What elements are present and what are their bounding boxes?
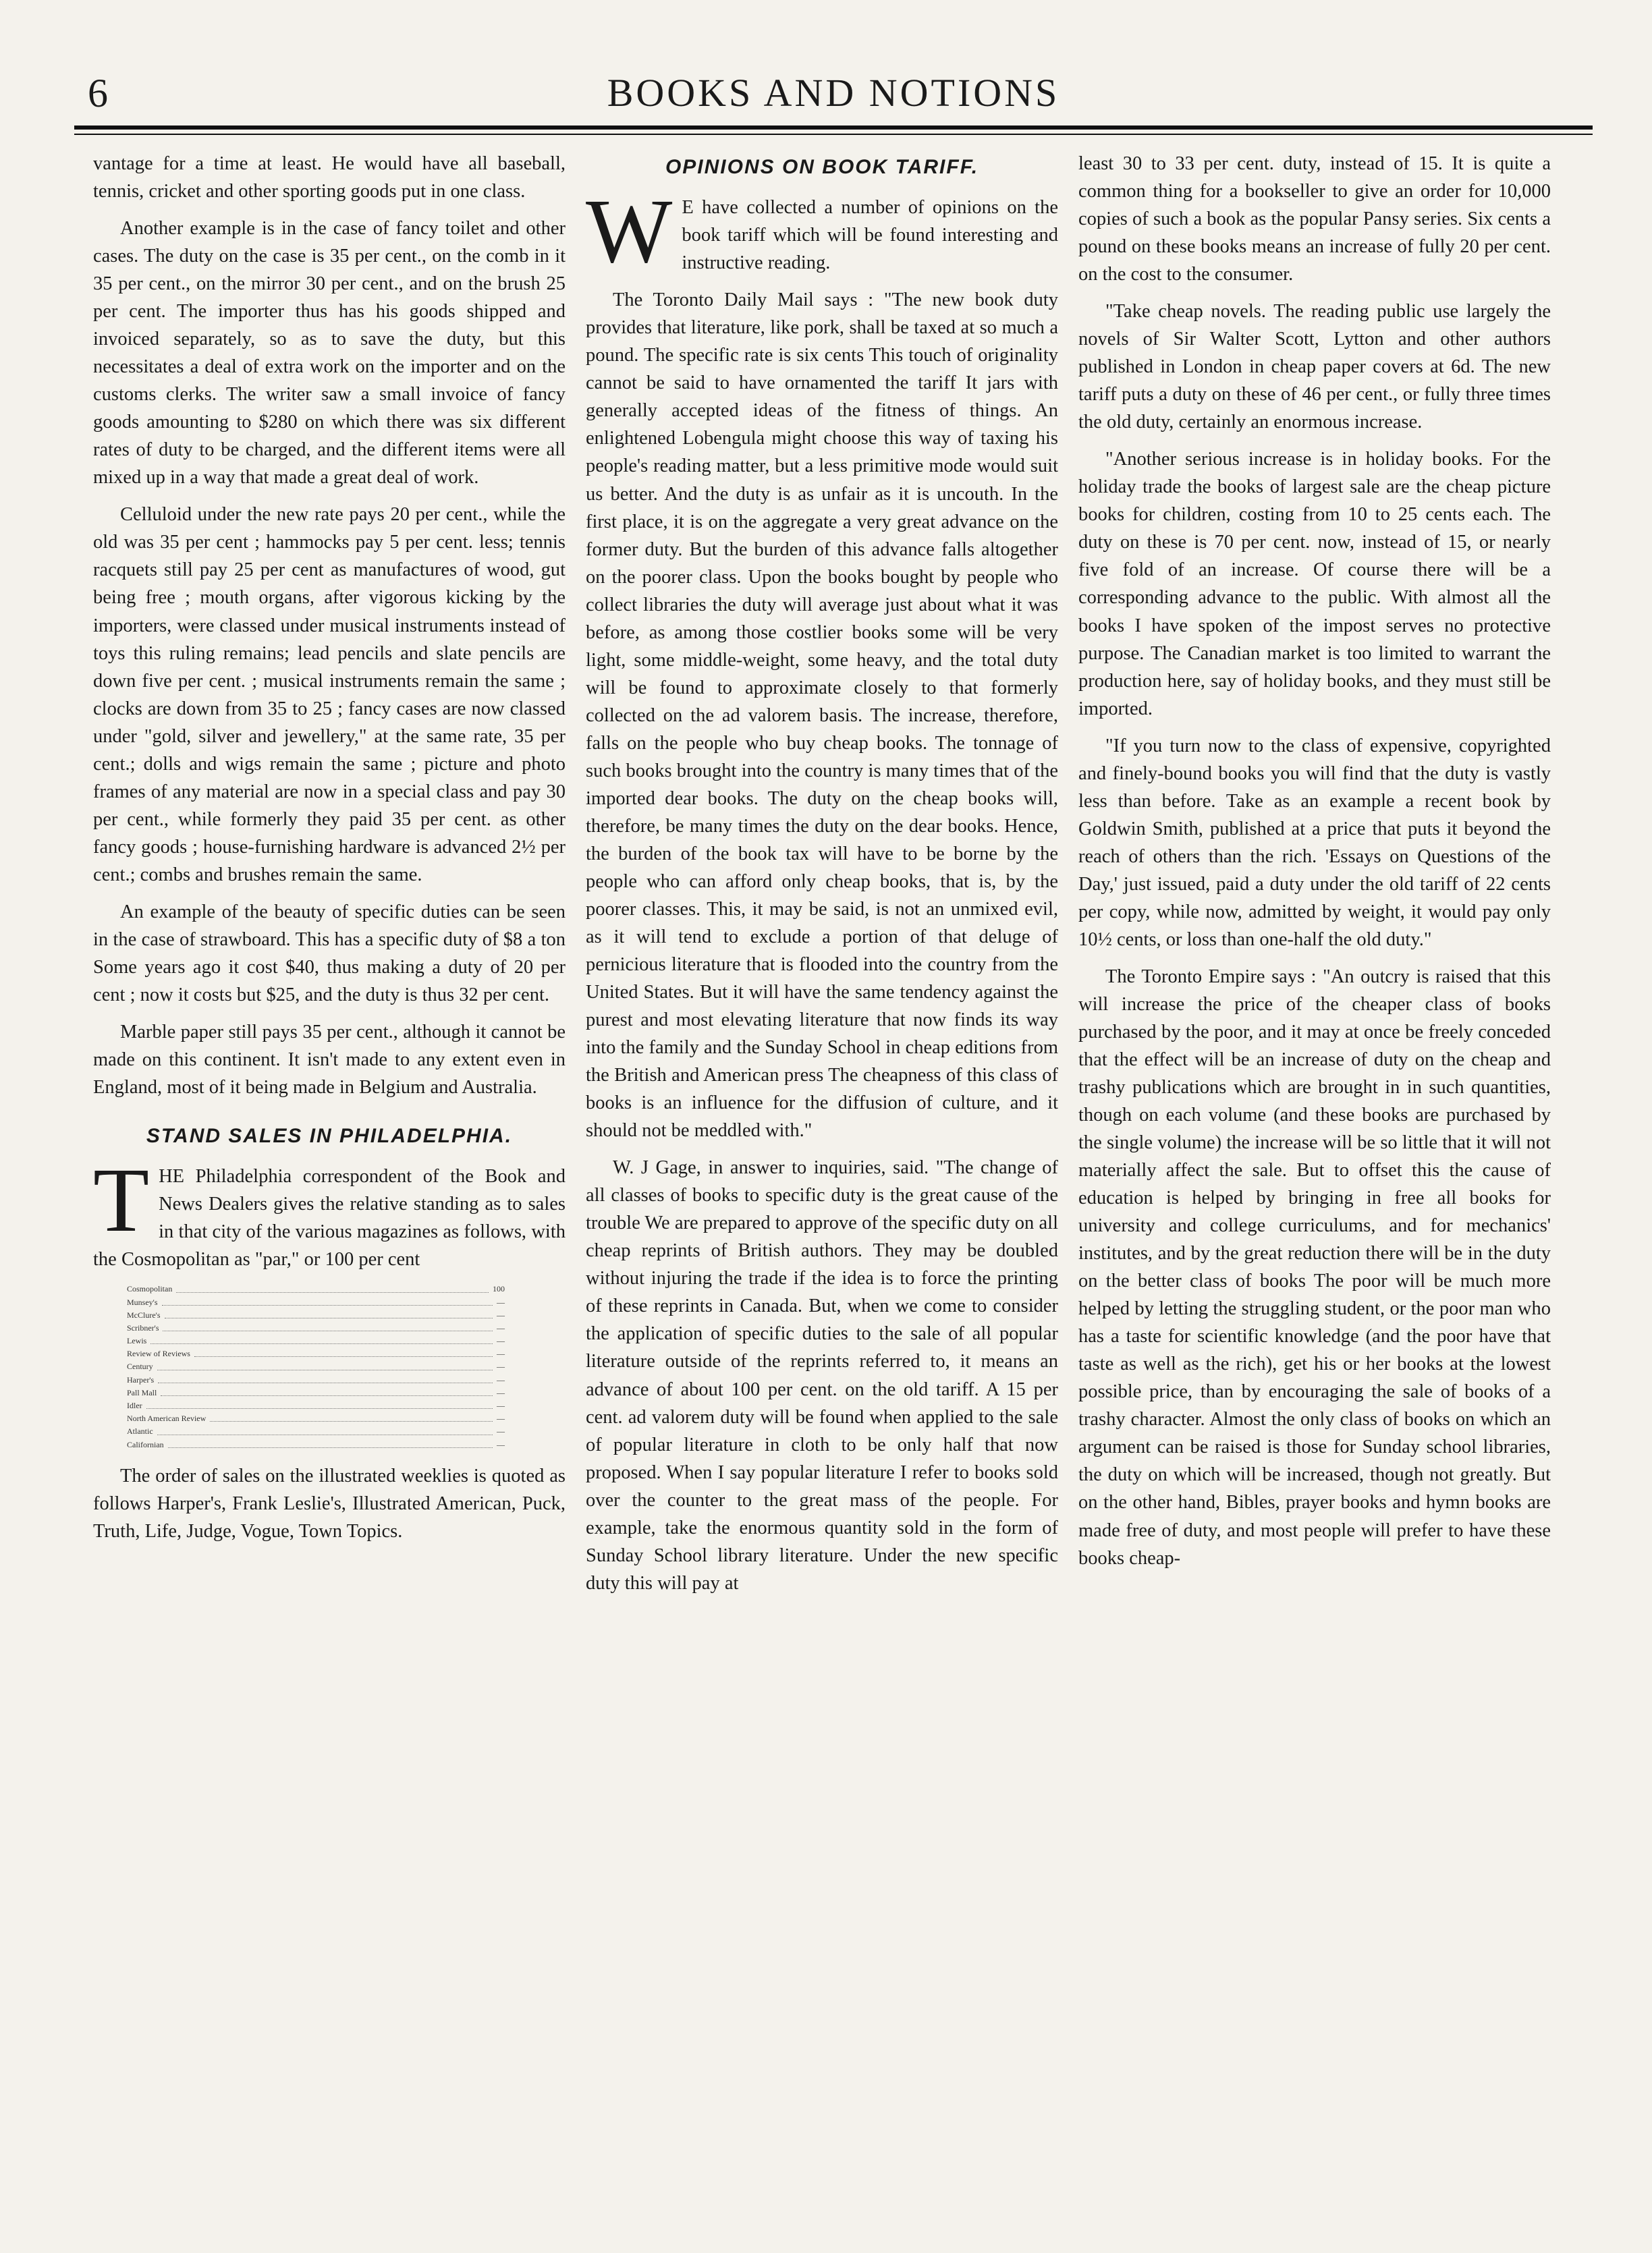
paragraph: The order of sales on the illustrated weeklies is quoted as follows Harper's, Frank Leslie's, Illustrated American, Puck, Truth, Life, Judge, Vogue, Town Topics. <box>93 1465 566 1542</box>
magazine-row <box>127 1360 505 1373</box>
column-2 <box>586 150 1058 1607</box>
magazine-name: Munsey's <box>127 1297 158 1307</box>
magazine-name: Atlantic <box>127 1426 153 1437</box>
magazine-name: Harper's <box>127 1374 155 1385</box>
paragraph: W. J Gage, in answer to inquiries, said. "The change of all classes of books to specific duty is the great cause of the trouble We are prepared to approve of the specific duty on all cheap reprints of British authors. They may be doubled without injuring the trade if the idea is to force the printing of these reprints in Canada. But, when we come to consider the application of specific duties to the sale of all popular literature outside of the reprints referred to, it means an advance of about 100 per cent. on the old tariff. A 15 per cent. ad valorem duty will be found when applied to the sale of popular literature in cloth to be only half that now proposed. When I say popular literature I refer to books sold over the counter to the great mass of the people. For example, take the enormous quantity sold in the form of Sunday School library literature. Under the new specific duty this will pay at <box>586 1157 1058 1594</box>
magazine-value: — <box>497 1426 505 1437</box>
section-heading-book-tariff: OPINIONS ON BOOK TARIFF. <box>665 156 979 178</box>
magazine-value: — <box>497 1374 505 1385</box>
magazine-row <box>127 1374 505 1387</box>
paragraph: Another example is in the case of fancy toilet and other cases. The duty on the case is 35 per cent., on the comb in it 35 per cent., on the mirror 30 per cent., and on the brush 25 per cent. The importer thus has his goods shipped and invoiced separately, so as to save the duty, but this necessitates a deal of extra work on the importer and on the customs clerks. The writer saw a small invoice of fancy goods amounting to $280 on which there was six different rates of duty to be charged, and the different items were all mixed up in a way that made a great deal of work. <box>93 218 566 489</box>
magazine-value: — <box>497 1414 505 1424</box>
magazine-row <box>127 1309 505 1322</box>
leader-dots <box>162 1296 493 1306</box>
lead-text: have collected a number of opinions on the book tariff which will be found interesting and instructive reading. <box>682 197 1058 274</box>
paragraph: Marble paper still pays 35 per cent., although it cannot be made on this continent. It isn't made to any extent even in England, most of it being made in Belgium and Australia. <box>93 1021 566 1098</box>
paragraph: "Another serious increase is in holiday books. For the holiday trade the books of largest sale are the cheap picture books for children, costing from 10 to 25 cents each. The duty on these is 70 per cent. now, instead of 15, or nearly five fold of an increase. Of course there will be a corresponding advance to the public. With almost all the books I have spoken of the impost serves no protective purpose. The Canadian market is too limited to warrant the production here, say of holiday books, and they must still be imported. <box>1078 449 1551 719</box>
magazine-value: — <box>497 1387 505 1397</box>
lead-text: Philadelphia correspondent of the Book and News Dealers gives the relative standing as to sales in that city of the various magazines as follows, with the Cosmopolitan as "par," or 100 per cent <box>93 1166 566 1271</box>
magazine-value: — <box>497 1362 505 1372</box>
page-title: BOOKS AND NOTIONS <box>607 71 1060 115</box>
leader-dots <box>146 1399 493 1409</box>
paragraph-lead <box>93 1150 566 1273</box>
magazine-value: — <box>497 1349 505 1359</box>
magazine-row <box>127 1322 505 1335</box>
drop-cap: W <box>586 181 673 283</box>
header-rule-thin <box>74 134 1593 135</box>
leader-dots <box>158 1374 493 1383</box>
magazine-name: Scribner's <box>127 1323 159 1333</box>
magazine-name: Review of Reviews <box>127 1349 190 1359</box>
paragraph: least 30 to 33 per cent. duty, instead of 15. It is quite a common thing for a bookseller to give an order for 10,000 copies of such a book as the popular Pansy series. Six cents a pound on these books means an increase of fully 20 per cent. on the cost to the consumer. <box>1078 153 1551 285</box>
magazine-value: — <box>497 1439 505 1449</box>
magazine-name: Cosmopolitan <box>127 1284 173 1294</box>
column-3 <box>1078 150 1551 1582</box>
magazine-name: Californian <box>127 1439 164 1449</box>
magazine-value: — <box>497 1401 505 1411</box>
magazine-value: — <box>497 1323 505 1333</box>
drop-cap: T <box>93 1150 150 1252</box>
page-header <box>74 65 1593 119</box>
leader-dots <box>157 1360 493 1370</box>
magazine-name: Century <box>127 1362 153 1372</box>
paragraph: The Toronto Daily Mail says : "The new book duty provides that literature, like pork, shall be taxed at so much a pound. The specific rate is six cents This touch of originality cannot be said to have ornamented the tariff It jars with generally accepted ideas of the fitness of things. An enlightened Lobengula might choose this way of taxing his people's reading matter, but a less primitive mode would suit us better. And the duty is as unfair as it is uncouth. In the first place, it is on the aggregate a very great advance on the former duty. But the burden of this advance falls altogether on the poorer class. Upon the books bought by people who collect libraries the duty will average just about what it was before, as among those costlier books some will be very light, some middle-weight, some heavy, and the total duty will be found to approximate closely to that formerly collected on the ad valorem basis. The increase, therefore, falls on the people who buy cheap books. The tonnage of such books brought into the country is many times that of the imported dear books. The duty on the cheap books will, therefore, be many times the duty on the dear books. Hence, the burden of the book tax will have to be borne by the people who can afford only cheap books, that is, by the poorer classes. This, it may be said, is not an unmixed evil, as it will tend to exclude a portion of that deluge of pernicious literature that is flooded into the country from the United States. But it will have the same tendency against the purest and most elevating literature that now finds its way into the family and the Sunday School in cheap editions from the British and American press The cheapness of this class of books is an influence for the diffusion of culture, and it should not be meddled with." <box>586 289 1058 1142</box>
paragraph: "If you turn now to the class of expensive, copyrighted and finely-bound books you will find that the duty is vastly less than before. Take as an example a recent book by Goldwin Smith, published at a price that puts it beyond the reach of others than the rich. 'Essays on Questions of the Day,' just issued, paid a duty under the old tariff of 22 cents per copy, while now, admitted by weight, it would pay only 10½ cents, or loss than one-half the old duty." <box>1078 735 1551 950</box>
leader-dots <box>157 1425 493 1435</box>
leader-dots <box>161 1387 493 1396</box>
magazine-value: 100 <box>493 1284 505 1294</box>
magazine-name: Lewis <box>127 1336 147 1346</box>
lead-word: HE <box>159 1166 185 1188</box>
magazine-row <box>127 1412 505 1425</box>
paragraph: vantage for a time at least. He would have all baseball, tennis, cricket and other sporting goods put in one class. <box>93 153 566 202</box>
lead-word: E <box>682 197 694 219</box>
magazine-name: Idler <box>127 1401 142 1411</box>
magazine-value: — <box>497 1297 505 1307</box>
leader-dots <box>210 1412 493 1422</box>
magazine-row <box>127 1296 505 1309</box>
paragraph: "Take cheap novels. The reading public use largely the novels of Sir Walter Scott, Lytton and other authors published in London in cheap paper covers at 6d. The new tariff puts a duty on these of 46 per cent., or fully three times the old duty, certainly an enormous increase. <box>1078 301 1551 433</box>
paragraph: An example of the beauty of specific duties can be seen in the case of strawboard. This has a specific duty of $8 a ton Some years ago it cost $40, thus making a duty of 20 per cent ; now it costs but $25, and the duty is thus 32 per cent. <box>93 901 566 1005</box>
magazine-row <box>127 1439 505 1451</box>
magazine-row <box>127 1387 505 1399</box>
header-rule-thick <box>74 126 1593 130</box>
section-heading-stand-sales: STAND SALES IN PHILADELPHIA. <box>146 1125 513 1148</box>
leader-dots <box>165 1309 493 1318</box>
leader-dots <box>163 1322 493 1331</box>
paragraph: Celluloid under the new rate pays 20 per cent., while the old was 35 per cent ; hammocks pay 5 per cent. less; tennis racquets still pay 25 per cent as manufactures of wood, gut being free ; mouth organs, after vigorous kicking by the importers, were classed under musical instruments instead of toys this ruling remains; lead pencils and slate pencils are down five per cent. ; musical instruments remain the same ; clocks are down from 35 to 25 ; fancy cases are now classed under "gold, silver and jewellery," at the same rate, 35 per cent.; dolls and wigs remain the same ; picture and photo frames of any material are now in a special class and pay 30 per cent., while formerly they paid 35 per cent. as other fancy goods ; house-furnishing hardware is advanced 2½ per cent.; combs and brushes remain the same. <box>93 504 566 885</box>
magazine-value: — <box>497 1310 505 1320</box>
column-1 <box>93 150 566 1555</box>
magazine-row <box>127 1425 505 1438</box>
paragraph-lead <box>586 181 1058 283</box>
magazine-value: — <box>497 1336 505 1346</box>
magazine-row <box>127 1283 505 1296</box>
magazine-name: North American Review <box>127 1414 206 1424</box>
leader-dots <box>194 1347 493 1357</box>
magazine-name: McClure's <box>127 1310 161 1320</box>
magazine-name: Pall Mall <box>127 1387 157 1397</box>
paragraph: The Toronto Empire says : "An outcry is raised that this will increase the price of the cheaper class of books purchased by the poor, and it may at once be freely conceded that the effect will be an increase of duty on the cheap and trashy publications which are brought in in such quantities, though on each volume (and these books are purchased by the single volume) the increase will be so little that it will not materially affect the sale. But to offset this the cause of education is helped by bringing in free all books for university and college curriculums, and for mechanics' institutes, and by the great reduction there will be in the duty on the better class of books The poor will be much more helped by letting the struggling student, or the poor man who has a taste for scientific knowledge (and the poor have that taste as well as the rich), get his or her books at the lowest possible price, than by encouraging the sale of books of a trashy character. Almost the only class of books on which an argument can be raised is those for Sunday school libraries, the duty on which will be increased, though not greatly. But on the other hand, Bibles, prayer books and hymn books are made free of duty, and most people will prefer to have these books cheap- <box>1078 966 1551 1569</box>
magazine-row <box>127 1399 505 1412</box>
magazine-row <box>127 1335 505 1347</box>
page-number: 6 <box>88 71 108 115</box>
leader-dots <box>150 1335 493 1344</box>
leader-dots <box>168 1439 493 1448</box>
magazine-row <box>127 1347 505 1360</box>
magazine-sales-list <box>127 1283 505 1451</box>
leader-dots <box>176 1283 489 1292</box>
